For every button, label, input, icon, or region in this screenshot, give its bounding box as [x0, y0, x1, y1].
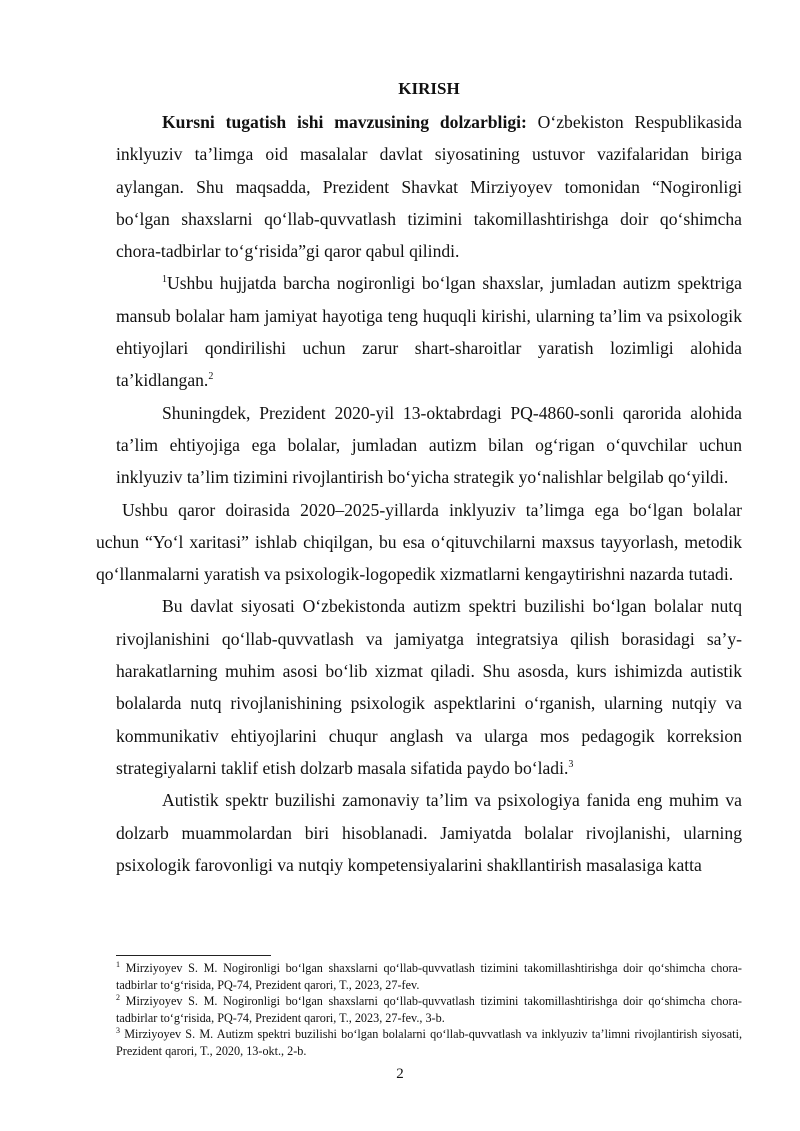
footnote-number: 2 [116, 993, 120, 1003]
footnote-text: Mirziyoyev S. M. Nogironligi bo‘lgan shaxslarni qo‘llab-quvvatlash tizimini takomillashtirishga doir qo‘shimcha chora-tadbirlar to‘g‘risida, PQ-74, Prezident qarori, T., 2023, 27-fev., 3-b. [116, 994, 742, 1025]
relevance-text: O‘zbekiston Respublikasida inklyuziv ta’limga oid masalalar davlat siyosatining ustuvor vazifalaridan biriga aylangan. Shu maqsadda, Prezident Shavkat Mirziyoyev tomonidan “Nogironligi bo‘lgan shaxslarni qo‘llab-quvvatlash tizimini takomillashtirishga doir qo‘shimcha chora-tadbirlar to‘g‘risida”gi qaror qabul qilindi. [116, 112, 742, 262]
footnote-3 [116, 1026, 742, 1059]
paragraph-roadmap [96, 494, 742, 591]
footnote-ref-2[interactable]: 2 [208, 371, 214, 383]
footnotes [116, 960, 742, 1060]
document-text: Ushbu hujjatda barcha nogironligi bo‘lgan shaxslar, jumladan autizm spektriga mansub bolalar ham jamiyat hayotiga teng huquqli kirishi, ularning ta’lim va psixologik ehtiyojlari qondirilishi uchun zarur shart-sharoitlar yaratish lozimligi alohida ta’kidlangan. [116, 273, 742, 391]
footnote-text: Mirziyoyev S. M. Nogironligi bo‘lgan shaxslarni qo‘llab-quvvatlash tizimini takomillashtirishga doir qo‘shimcha chora-tadbirlar to‘g‘risida, PQ-74, Prezident qarori, T., 2023, 27-fev. [116, 961, 742, 992]
footnote-number: 1 [116, 960, 120, 969]
footnote-1 [116, 960, 742, 993]
footnote-2 [116, 993, 742, 1026]
paragraph-document [116, 267, 742, 396]
footnote-number: 3 [116, 1026, 120, 1036]
autism-text: Autistik spektr buzilishi zamonaviy ta’lim va psixologiya fanida eng muhim va dolzarb muammolardan biri hisoblanadi. Jamiyatda bolalar rivojlanishi, ularning psixologik farovonligi va nutqiy kompetensiyalarini shakllantirish masalasiga katta [116, 790, 742, 875]
footnote-separator [116, 955, 271, 956]
paragraph-decree [116, 397, 742, 494]
relevance-lead: Kursni tugatish ishi mavzusining dolzarbligi: [162, 112, 527, 132]
paragraph-autism [116, 784, 742, 881]
page-number: 2 [396, 1066, 404, 1082]
paragraph-relevance [116, 106, 742, 267]
document-body [96, 78, 742, 881]
section-heading: KIRISH [398, 79, 460, 98]
footnote-ref-3[interactable]: 3 [568, 758, 574, 770]
decree-text: Shuningdek, Prezident 2020-yil 13-oktabrdagi PQ-4860-sonli qarorida alohida ta’lim ehtiyojiga ega bolalar, jumladan autizm bilan og‘rigan o‘quvchilar uchun inklyuziv ta’lim tizimini rivojlantirish bo‘yicha strategik yo‘nalishlar belgilab qo‘yildi. [116, 402, 742, 488]
policy-text: Bu davlat siyosati O‘zbekistonda autizm spektri buzilishi bo‘lgan bolalar nutq rivojlanishini qo‘llab-quvvatlash va jamiyatga integratsiya qilish borasidagi sa’y-harakatlarning muhim asosi bo‘lib xizmat qiladi. Shu asosda, kurs ishimizda autistik bolalarda nutq rivojlanishining psixologik aspektlarini o‘rganish, ularning nutqiy va kommunikativ ehtiyojlarini chuqur anglash va ularga mos pedagogik korreksion strategiyalarni taklif etish dolzarb masala sifatida paydo bo‘ladi. [116, 596, 742, 778]
footnote-text: Mirziyoyev S. M. Autizm spektri buzilishi bo‘lgan bolalarni qo‘llab-quvvatlash va inklyuziv ta’limni rivojlantirish siyosati, Prezident qarori, T., 2020, 13-okt., 2-b. [116, 1027, 742, 1058]
roadmap-text: Ushbu qaror doirasida 2020–2025-yillarda inklyuziv ta’limga ega bo‘lgan bolalar uchun “Yo‘l xaritasi” ishlab chiqilgan, bu esa o‘qituvchilarni maxsus tayyorlash, metodik qo‘llanmalarni yaratish va psixologik-logopedik xizmatlarni kengaytirishni nazarda tutadi. [96, 499, 742, 585]
footnote-ref-1[interactable]: 1 [162, 274, 167, 286]
paragraph-policy [116, 590, 742, 784]
